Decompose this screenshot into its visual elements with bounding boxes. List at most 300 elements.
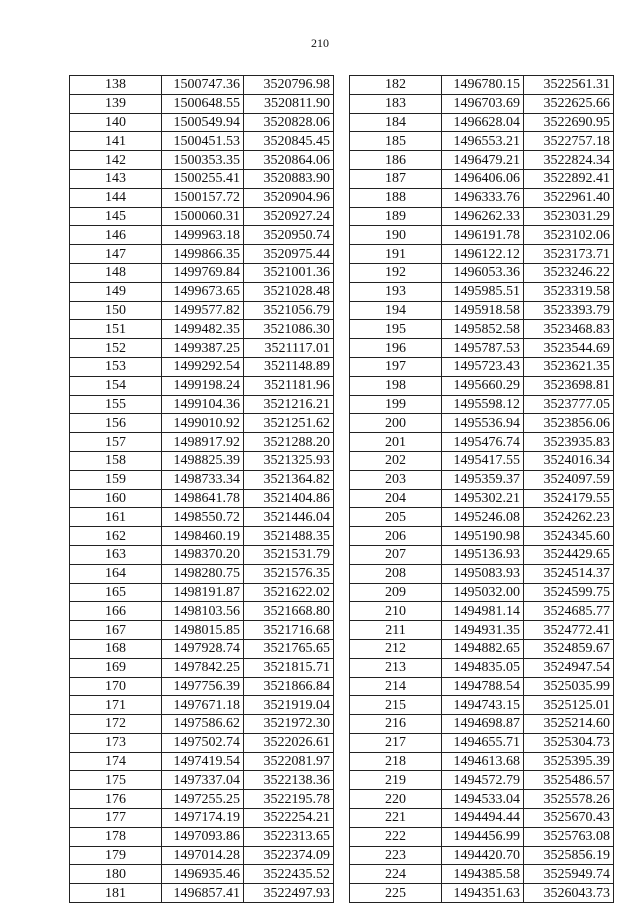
point-number-cell: 151 xyxy=(70,320,162,339)
point-number-cell: 167 xyxy=(70,621,162,640)
table-row xyxy=(70,132,334,151)
y-coordinate-cell: 3521972.30 xyxy=(244,715,334,734)
table-row xyxy=(70,339,334,358)
x-coordinate-cell: 1499866.35 xyxy=(162,245,244,264)
point-number-cell: 194 xyxy=(350,301,442,320)
y-coordinate-cell: 3524947.54 xyxy=(524,658,614,677)
point-number-cell: 192 xyxy=(350,263,442,282)
y-coordinate-cell: 3525395.39 xyxy=(524,752,614,771)
table-row xyxy=(350,451,614,470)
table-row xyxy=(70,658,334,677)
point-number-cell: 173 xyxy=(70,733,162,752)
x-coordinate-cell: 1496333.76 xyxy=(442,188,524,207)
y-coordinate-cell: 3521716.68 xyxy=(244,621,334,640)
table-row xyxy=(350,395,614,414)
y-coordinate-cell: 3523698.81 xyxy=(524,376,614,395)
table-row xyxy=(350,376,614,395)
table-row xyxy=(350,827,614,846)
point-number-cell: 180 xyxy=(70,865,162,884)
x-coordinate-cell: 1496479.21 xyxy=(442,151,524,170)
x-coordinate-cell: 1494931.35 xyxy=(442,621,524,640)
table-row xyxy=(350,263,614,282)
y-coordinate-cell: 3522026.61 xyxy=(244,733,334,752)
point-number-cell: 221 xyxy=(350,809,442,828)
y-coordinate-cell: 3520845.45 xyxy=(244,132,334,151)
y-coordinate-cell: 3522497.93 xyxy=(244,884,334,903)
x-coordinate-cell: 1497502.74 xyxy=(162,733,244,752)
y-coordinate-cell: 3520811.90 xyxy=(244,94,334,113)
table-row xyxy=(70,395,334,414)
point-number-cell: 183 xyxy=(350,94,442,113)
table-row xyxy=(350,94,614,113)
x-coordinate-cell: 1495918.58 xyxy=(442,301,524,320)
y-coordinate-cell: 3521488.35 xyxy=(244,527,334,546)
point-number-cell: 215 xyxy=(350,696,442,715)
x-coordinate-cell: 1498825.39 xyxy=(162,451,244,470)
x-coordinate-cell: 1499769.84 xyxy=(162,263,244,282)
table-row xyxy=(70,376,334,395)
x-coordinate-cell: 1496122.12 xyxy=(442,245,524,264)
table-row xyxy=(70,771,334,790)
table-row xyxy=(350,169,614,188)
y-coordinate-cell: 3523319.58 xyxy=(524,282,614,301)
x-coordinate-cell: 1494420.70 xyxy=(442,846,524,865)
x-coordinate-cell: 1494835.05 xyxy=(442,658,524,677)
table-row xyxy=(350,282,614,301)
y-coordinate-cell: 3524262.23 xyxy=(524,508,614,527)
table-row xyxy=(70,677,334,696)
table-row xyxy=(350,207,614,226)
table-row xyxy=(70,696,334,715)
table-row xyxy=(70,752,334,771)
y-coordinate-cell: 3522081.97 xyxy=(244,752,334,771)
x-coordinate-cell: 1494743.15 xyxy=(442,696,524,715)
point-number-cell: 188 xyxy=(350,188,442,207)
x-coordinate-cell: 1497586.62 xyxy=(162,715,244,734)
table-row xyxy=(70,169,334,188)
y-coordinate-cell: 3523246.22 xyxy=(524,263,614,282)
y-coordinate-cell: 3522625.66 xyxy=(524,94,614,113)
point-number-cell: 164 xyxy=(70,564,162,583)
x-coordinate-cell: 1494351.63 xyxy=(442,884,524,903)
x-coordinate-cell: 1494655.71 xyxy=(442,733,524,752)
y-coordinate-cell: 3526043.73 xyxy=(524,884,614,903)
table-row xyxy=(350,357,614,376)
x-coordinate-cell: 1497671.18 xyxy=(162,696,244,715)
y-coordinate-cell: 3525763.08 xyxy=(524,827,614,846)
x-coordinate-cell: 1497928.74 xyxy=(162,639,244,658)
table-row xyxy=(350,132,614,151)
point-number-cell: 212 xyxy=(350,639,442,658)
point-number-cell: 208 xyxy=(350,564,442,583)
table-row xyxy=(70,282,334,301)
table-row xyxy=(70,451,334,470)
point-number-cell: 159 xyxy=(70,470,162,489)
y-coordinate-cell: 3521815.71 xyxy=(244,658,334,677)
table-row xyxy=(70,151,334,170)
y-coordinate-cell: 3523935.83 xyxy=(524,433,614,452)
point-number-cell: 171 xyxy=(70,696,162,715)
x-coordinate-cell: 1499010.92 xyxy=(162,414,244,433)
x-coordinate-cell: 1500353.35 xyxy=(162,151,244,170)
point-number-cell: 139 xyxy=(70,94,162,113)
y-coordinate-cell: 3521056.79 xyxy=(244,301,334,320)
x-coordinate-cell: 1494572.79 xyxy=(442,771,524,790)
point-number-cell: 225 xyxy=(350,884,442,903)
y-coordinate-cell: 3522138.36 xyxy=(244,771,334,790)
y-coordinate-cell: 3521765.65 xyxy=(244,639,334,658)
y-coordinate-cell: 3521531.79 xyxy=(244,545,334,564)
table-row xyxy=(350,583,614,602)
y-coordinate-cell: 3521576.35 xyxy=(244,564,334,583)
x-coordinate-cell: 1495985.51 xyxy=(442,282,524,301)
x-coordinate-cell: 1500157.72 xyxy=(162,188,244,207)
table-row xyxy=(350,301,614,320)
x-coordinate-cell: 1497419.54 xyxy=(162,752,244,771)
point-number-cell: 160 xyxy=(70,489,162,508)
point-number-cell: 198 xyxy=(350,376,442,395)
x-coordinate-cell: 1495787.53 xyxy=(442,339,524,358)
x-coordinate-cell: 1495417.55 xyxy=(442,451,524,470)
point-number-cell: 155 xyxy=(70,395,162,414)
point-number-cell: 203 xyxy=(350,470,442,489)
table-row xyxy=(70,715,334,734)
table-row xyxy=(70,809,334,828)
table-row xyxy=(350,846,614,865)
point-number-cell: 166 xyxy=(70,602,162,621)
page-number: 210 xyxy=(311,36,329,50)
point-number-cell: 154 xyxy=(70,376,162,395)
coordinate-table-left xyxy=(69,75,334,903)
table-row xyxy=(70,94,334,113)
x-coordinate-cell: 1495852.58 xyxy=(442,320,524,339)
point-number-cell: 224 xyxy=(350,865,442,884)
y-coordinate-cell: 3520883.90 xyxy=(244,169,334,188)
y-coordinate-cell: 3520796.98 xyxy=(244,76,334,95)
table-row xyxy=(70,301,334,320)
y-coordinate-cell: 3524599.75 xyxy=(524,583,614,602)
y-coordinate-cell: 3523544.69 xyxy=(524,339,614,358)
y-coordinate-cell: 3524097.59 xyxy=(524,470,614,489)
y-coordinate-cell: 3521919.04 xyxy=(244,696,334,715)
x-coordinate-cell: 1496857.41 xyxy=(162,884,244,903)
y-coordinate-cell: 3521001.36 xyxy=(244,263,334,282)
y-coordinate-cell: 3524772.41 xyxy=(524,621,614,640)
table-row xyxy=(70,733,334,752)
y-coordinate-cell: 3520927.24 xyxy=(244,207,334,226)
y-coordinate-cell: 3521117.01 xyxy=(244,339,334,358)
x-coordinate-cell: 1496553.21 xyxy=(442,132,524,151)
x-coordinate-cell: 1497255.25 xyxy=(162,790,244,809)
table-row xyxy=(70,865,334,884)
point-number-cell: 191 xyxy=(350,245,442,264)
y-coordinate-cell: 3521288.20 xyxy=(244,433,334,452)
point-number-cell: 152 xyxy=(70,339,162,358)
table-row xyxy=(350,564,614,583)
y-coordinate-cell: 3523393.79 xyxy=(524,301,614,320)
point-number-cell: 206 xyxy=(350,527,442,546)
point-number-cell: 172 xyxy=(70,715,162,734)
table-row xyxy=(350,658,614,677)
table-row xyxy=(70,846,334,865)
y-coordinate-cell: 3524859.67 xyxy=(524,639,614,658)
y-coordinate-cell: 3525035.99 xyxy=(524,677,614,696)
x-coordinate-cell: 1494494.44 xyxy=(442,809,524,828)
point-number-cell: 211 xyxy=(350,621,442,640)
table-row xyxy=(70,508,334,527)
point-number-cell: 210 xyxy=(350,602,442,621)
x-coordinate-cell: 1498103.56 xyxy=(162,602,244,621)
table-row xyxy=(70,602,334,621)
point-number-cell: 156 xyxy=(70,414,162,433)
y-coordinate-cell: 3525214.60 xyxy=(524,715,614,734)
x-coordinate-cell: 1498641.78 xyxy=(162,489,244,508)
y-coordinate-cell: 3520950.74 xyxy=(244,226,334,245)
point-number-cell: 146 xyxy=(70,226,162,245)
x-coordinate-cell: 1496935.46 xyxy=(162,865,244,884)
x-coordinate-cell: 1496262.33 xyxy=(442,207,524,226)
x-coordinate-cell: 1498460.19 xyxy=(162,527,244,546)
x-coordinate-cell: 1500060.31 xyxy=(162,207,244,226)
y-coordinate-cell: 3521216.21 xyxy=(244,395,334,414)
x-coordinate-cell: 1498917.92 xyxy=(162,433,244,452)
point-number-cell: 147 xyxy=(70,245,162,264)
y-coordinate-cell: 3520904.96 xyxy=(244,188,334,207)
x-coordinate-cell: 1498550.72 xyxy=(162,508,244,527)
point-number-cell: 138 xyxy=(70,76,162,95)
x-coordinate-cell: 1495136.93 xyxy=(442,545,524,564)
x-coordinate-cell: 1498280.75 xyxy=(162,564,244,583)
table-row xyxy=(70,827,334,846)
table-row xyxy=(70,545,334,564)
table-row xyxy=(350,677,614,696)
point-number-cell: 216 xyxy=(350,715,442,734)
y-coordinate-cell: 3525856.19 xyxy=(524,846,614,865)
x-coordinate-cell: 1500648.55 xyxy=(162,94,244,113)
point-number-cell: 196 xyxy=(350,339,442,358)
y-coordinate-cell: 3521148.89 xyxy=(244,357,334,376)
y-coordinate-cell: 3522435.52 xyxy=(244,865,334,884)
y-coordinate-cell: 3524685.77 xyxy=(524,602,614,621)
table-row xyxy=(350,320,614,339)
y-coordinate-cell: 3523173.71 xyxy=(524,245,614,264)
table-row xyxy=(350,865,614,884)
table-row xyxy=(70,583,334,602)
point-number-cell: 207 xyxy=(350,545,442,564)
y-coordinate-cell: 3523777.05 xyxy=(524,395,614,414)
x-coordinate-cell: 1495032.00 xyxy=(442,583,524,602)
point-number-cell: 218 xyxy=(350,752,442,771)
table-row xyxy=(70,320,334,339)
x-coordinate-cell: 1496628.04 xyxy=(442,113,524,132)
table-row xyxy=(70,564,334,583)
table-row xyxy=(350,771,614,790)
x-coordinate-cell: 1496191.78 xyxy=(442,226,524,245)
x-coordinate-cell: 1494456.99 xyxy=(442,827,524,846)
x-coordinate-cell: 1497842.25 xyxy=(162,658,244,677)
y-coordinate-cell: 3522254.21 xyxy=(244,809,334,828)
table-row xyxy=(350,113,614,132)
point-number-cell: 140 xyxy=(70,113,162,132)
x-coordinate-cell: 1497756.39 xyxy=(162,677,244,696)
y-coordinate-cell: 3521251.62 xyxy=(244,414,334,433)
point-number-cell: 213 xyxy=(350,658,442,677)
x-coordinate-cell: 1495598.12 xyxy=(442,395,524,414)
table-row xyxy=(70,433,334,452)
x-coordinate-cell: 1494698.87 xyxy=(442,715,524,734)
x-coordinate-cell: 1495246.08 xyxy=(442,508,524,527)
y-coordinate-cell: 3521668.80 xyxy=(244,602,334,621)
y-coordinate-cell: 3522690.95 xyxy=(524,113,614,132)
x-coordinate-cell: 1498370.20 xyxy=(162,545,244,564)
x-coordinate-cell: 1494882.65 xyxy=(442,639,524,658)
x-coordinate-cell: 1497174.19 xyxy=(162,809,244,828)
point-number-cell: 205 xyxy=(350,508,442,527)
y-coordinate-cell: 3521086.30 xyxy=(244,320,334,339)
point-number-cell: 143 xyxy=(70,169,162,188)
table-row xyxy=(70,884,334,903)
coordinate-table-right-body xyxy=(350,76,614,903)
table-row xyxy=(350,733,614,752)
y-coordinate-cell: 3525949.74 xyxy=(524,865,614,884)
table-row xyxy=(70,245,334,264)
point-number-cell: 197 xyxy=(350,357,442,376)
x-coordinate-cell: 1499673.65 xyxy=(162,282,244,301)
point-number-cell: 178 xyxy=(70,827,162,846)
x-coordinate-cell: 1499292.54 xyxy=(162,357,244,376)
y-coordinate-cell: 3522195.78 xyxy=(244,790,334,809)
point-number-cell: 200 xyxy=(350,414,442,433)
y-coordinate-cell: 3521181.96 xyxy=(244,376,334,395)
x-coordinate-cell: 1498733.34 xyxy=(162,470,244,489)
point-number-cell: 222 xyxy=(350,827,442,846)
point-number-cell: 144 xyxy=(70,188,162,207)
table-row xyxy=(350,433,614,452)
table-row xyxy=(70,207,334,226)
y-coordinate-cell: 3522374.09 xyxy=(244,846,334,865)
point-number-cell: 177 xyxy=(70,809,162,828)
point-number-cell: 217 xyxy=(350,733,442,752)
point-number-cell: 165 xyxy=(70,583,162,602)
point-number-cell: 202 xyxy=(350,451,442,470)
table-row xyxy=(350,188,614,207)
y-coordinate-cell: 3521364.82 xyxy=(244,470,334,489)
table-row xyxy=(70,76,334,95)
table-row xyxy=(70,790,334,809)
table-row xyxy=(350,790,614,809)
point-number-cell: 153 xyxy=(70,357,162,376)
point-number-cell: 220 xyxy=(350,790,442,809)
x-coordinate-cell: 1495536.94 xyxy=(442,414,524,433)
point-number-cell: 214 xyxy=(350,677,442,696)
table-row xyxy=(350,696,614,715)
y-coordinate-cell: 3520975.44 xyxy=(244,245,334,264)
point-number-cell: 174 xyxy=(70,752,162,771)
point-number-cell: 179 xyxy=(70,846,162,865)
point-number-cell: 181 xyxy=(70,884,162,903)
table-row xyxy=(70,489,334,508)
point-number-cell: 190 xyxy=(350,226,442,245)
point-number-cell: 199 xyxy=(350,395,442,414)
y-coordinate-cell: 3525304.73 xyxy=(524,733,614,752)
point-number-cell: 176 xyxy=(70,790,162,809)
y-coordinate-cell: 3522961.40 xyxy=(524,188,614,207)
table-row xyxy=(70,470,334,489)
point-number-cell: 189 xyxy=(350,207,442,226)
point-number-cell: 148 xyxy=(70,263,162,282)
point-number-cell: 169 xyxy=(70,658,162,677)
point-number-cell: 187 xyxy=(350,169,442,188)
table-row xyxy=(70,621,334,640)
point-number-cell: 162 xyxy=(70,527,162,546)
y-coordinate-cell: 3523856.06 xyxy=(524,414,614,433)
x-coordinate-cell: 1497014.28 xyxy=(162,846,244,865)
point-number-cell: 204 xyxy=(350,489,442,508)
table-row xyxy=(350,752,614,771)
table-row xyxy=(70,639,334,658)
y-coordinate-cell: 3521622.02 xyxy=(244,583,334,602)
table-row xyxy=(70,188,334,207)
y-coordinate-cell: 3520864.06 xyxy=(244,151,334,170)
table-row xyxy=(350,715,614,734)
y-coordinate-cell: 3523468.83 xyxy=(524,320,614,339)
y-coordinate-cell: 3521446.04 xyxy=(244,508,334,527)
point-number-cell: 219 xyxy=(350,771,442,790)
x-coordinate-cell: 1499387.25 xyxy=(162,339,244,358)
table-row xyxy=(70,527,334,546)
table-row xyxy=(350,527,614,546)
point-number-cell: 195 xyxy=(350,320,442,339)
x-coordinate-cell: 1494613.68 xyxy=(442,752,524,771)
x-coordinate-cell: 1499577.82 xyxy=(162,301,244,320)
y-coordinate-cell: 3525670.43 xyxy=(524,809,614,828)
point-number-cell: 170 xyxy=(70,677,162,696)
table-row xyxy=(350,414,614,433)
x-coordinate-cell: 1494981.14 xyxy=(442,602,524,621)
x-coordinate-cell: 1494385.58 xyxy=(442,865,524,884)
y-coordinate-cell: 3523102.06 xyxy=(524,226,614,245)
x-coordinate-cell: 1500255.41 xyxy=(162,169,244,188)
x-coordinate-cell: 1495476.74 xyxy=(442,433,524,452)
x-coordinate-cell: 1499963.18 xyxy=(162,226,244,245)
table-row xyxy=(350,508,614,527)
point-number-cell: 184 xyxy=(350,113,442,132)
point-number-cell: 158 xyxy=(70,451,162,470)
y-coordinate-cell: 3523621.35 xyxy=(524,357,614,376)
y-coordinate-cell: 3520828.06 xyxy=(244,113,334,132)
x-coordinate-cell: 1499198.24 xyxy=(162,376,244,395)
point-number-cell: 157 xyxy=(70,433,162,452)
x-coordinate-cell: 1495083.93 xyxy=(442,564,524,583)
x-coordinate-cell: 1498191.87 xyxy=(162,583,244,602)
point-number-cell: 175 xyxy=(70,771,162,790)
x-coordinate-cell: 1497337.04 xyxy=(162,771,244,790)
table-row xyxy=(350,621,614,640)
x-coordinate-cell: 1495723.43 xyxy=(442,357,524,376)
point-number-cell: 161 xyxy=(70,508,162,527)
point-number-cell: 186 xyxy=(350,151,442,170)
table-row xyxy=(350,151,614,170)
y-coordinate-cell: 3524179.55 xyxy=(524,489,614,508)
table-row xyxy=(70,226,334,245)
y-coordinate-cell: 3522892.41 xyxy=(524,169,614,188)
point-number-cell: 150 xyxy=(70,301,162,320)
y-coordinate-cell: 3521866.84 xyxy=(244,677,334,696)
x-coordinate-cell: 1500747.36 xyxy=(162,76,244,95)
table-row xyxy=(70,357,334,376)
y-coordinate-cell: 3521028.48 xyxy=(244,282,334,301)
x-coordinate-cell: 1495190.98 xyxy=(442,527,524,546)
